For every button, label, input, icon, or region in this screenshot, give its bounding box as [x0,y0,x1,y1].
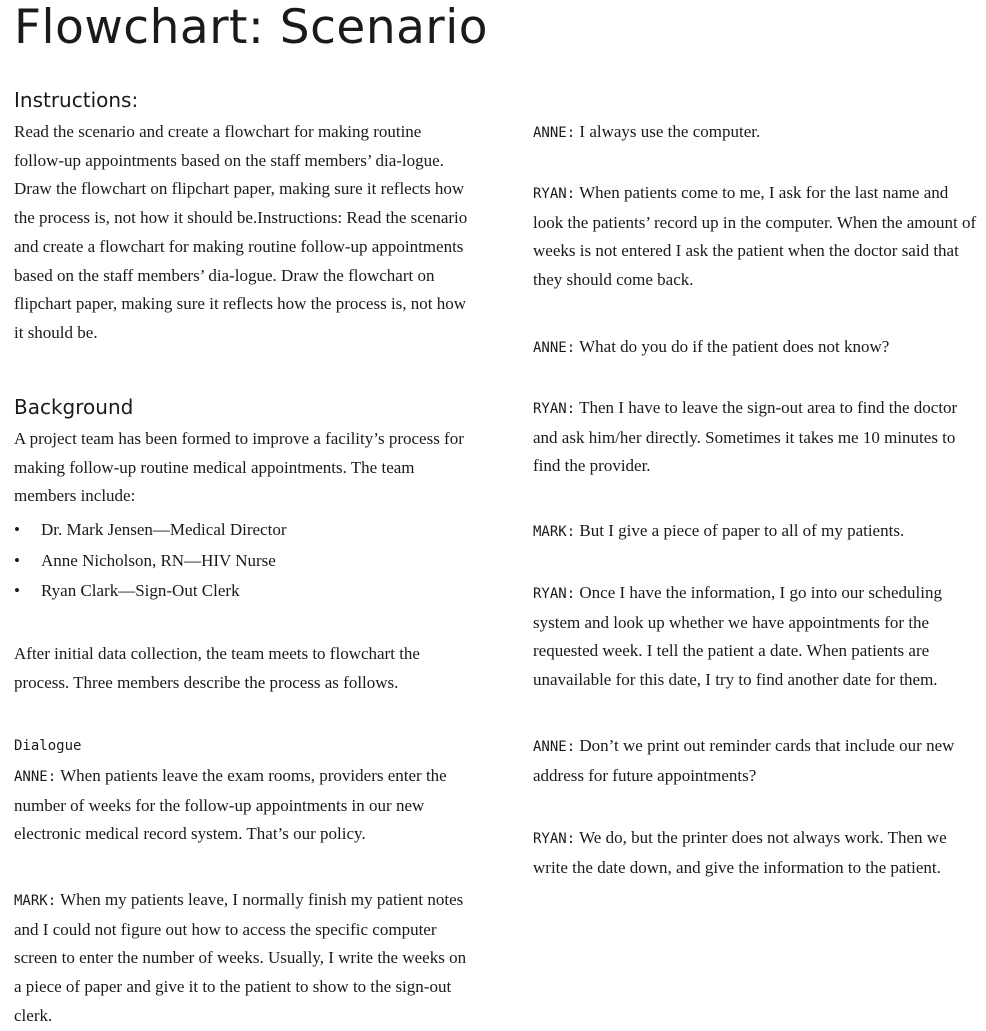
dialogue-text: Then I have to leave the sign-out area to find the doctor and ask him/her directly. Sometimes it takes me 10 minutes to find the provider. [533,398,958,476]
dialogue-text: Don’t we print out reminder cards that include our new address for future appointments? [533,736,955,785]
dialogue-line [533,579,979,695]
speaker-name: ANNE: [14,769,57,785]
dialogue-heading: Dialogue [14,738,82,754]
list-item: • Anne Nicholson, RN—HIV Nurse [14,546,474,577]
dialogue-line [14,762,474,849]
list-item: • Ryan Clark—Sign-Out Clerk [14,576,474,607]
dialogue-line [533,118,979,148]
dialogue-line [533,179,979,295]
dialogue-line [14,886,474,1031]
dialogue-text: What do you do if the patient does not know? [579,337,890,356]
dialogue-text: But I give a piece of paper to all of my patients. [579,521,905,540]
speaker-name: ANNE: [533,125,576,141]
dialogue-text: Once I have the information, I go into our scheduling system and look up whether we have appointments for the requested week. I tell the patient a date. When patients are unavailable for this date, I try to find another date for them. [533,583,942,690]
speaker-name: ANNE: [533,340,576,356]
speaker-name: RYAN: [533,401,576,417]
speaker-name: RYAN: [533,831,576,847]
dialogue-line [533,394,979,481]
dialogue-text: We do, but the printer does not always work. Then we write the date down, and give the information to the patient. [533,828,947,877]
list-item: • Dr. Mark Jensen—Medical Director [14,515,474,546]
dialogue-text: I always use the computer. [579,122,761,141]
background-intro: A project team has been formed to improve a facility’s process for making follow-up routine medical appointments. The team members include: [14,429,464,506]
speaker-name: RYAN: [533,186,576,202]
speaker-name: ANNE: [533,739,576,755]
instructions-text: Read the scenario and create a flowchart for making routine follow-up appointments based on the staff members’ dia-logue. Draw the flowchart on flipchart paper, making sure it reflects how the process is, not how it should be.Instructions: Read the scenario and create a flowchart for making routine follow-up appointments based on the staff members’ dia-logue. Draw the flowchart on flipchart paper, making sure it reflects how the process is, not how it should be. [14,122,468,342]
dialogue-line [533,732,979,790]
speaker-name: MARK: [14,893,57,909]
page-title: Flowchart: Scenario [14,0,489,55]
background-heading: Background [14,395,134,419]
dialogue-line [533,333,979,363]
background-after: After initial data collection, the team meets to flowchart the process. Three members describe the process as follows. [14,644,420,692]
speaker-name: MARK: [533,524,576,540]
dialogue-line [533,824,979,882]
team-members-list [14,515,474,607]
dialogue-text: When my patients leave, I normally finish my patient notes and I could not figure out how to access the specific computer screen to enter the number of weeks. Usually, I write the weeks on a piece of paper and give it to the patient to show to the sign-out clerk. [14,890,467,1025]
dialogue-text: When patients come to me, I ask for the last name and look the patients’ record up in the computer. When the amount of weeks is not entered I ask the patient when the doctor said that they should come back. [533,183,977,290]
speaker-name: RYAN: [533,586,576,602]
dialogue-text: When patients leave the exam rooms, providers enter the number of weeks for the follow-up appointments in our new electronic medical record system. That’s our policy. [14,766,447,844]
dialogue-line [533,517,979,547]
instructions-heading: Instructions: [14,88,139,112]
